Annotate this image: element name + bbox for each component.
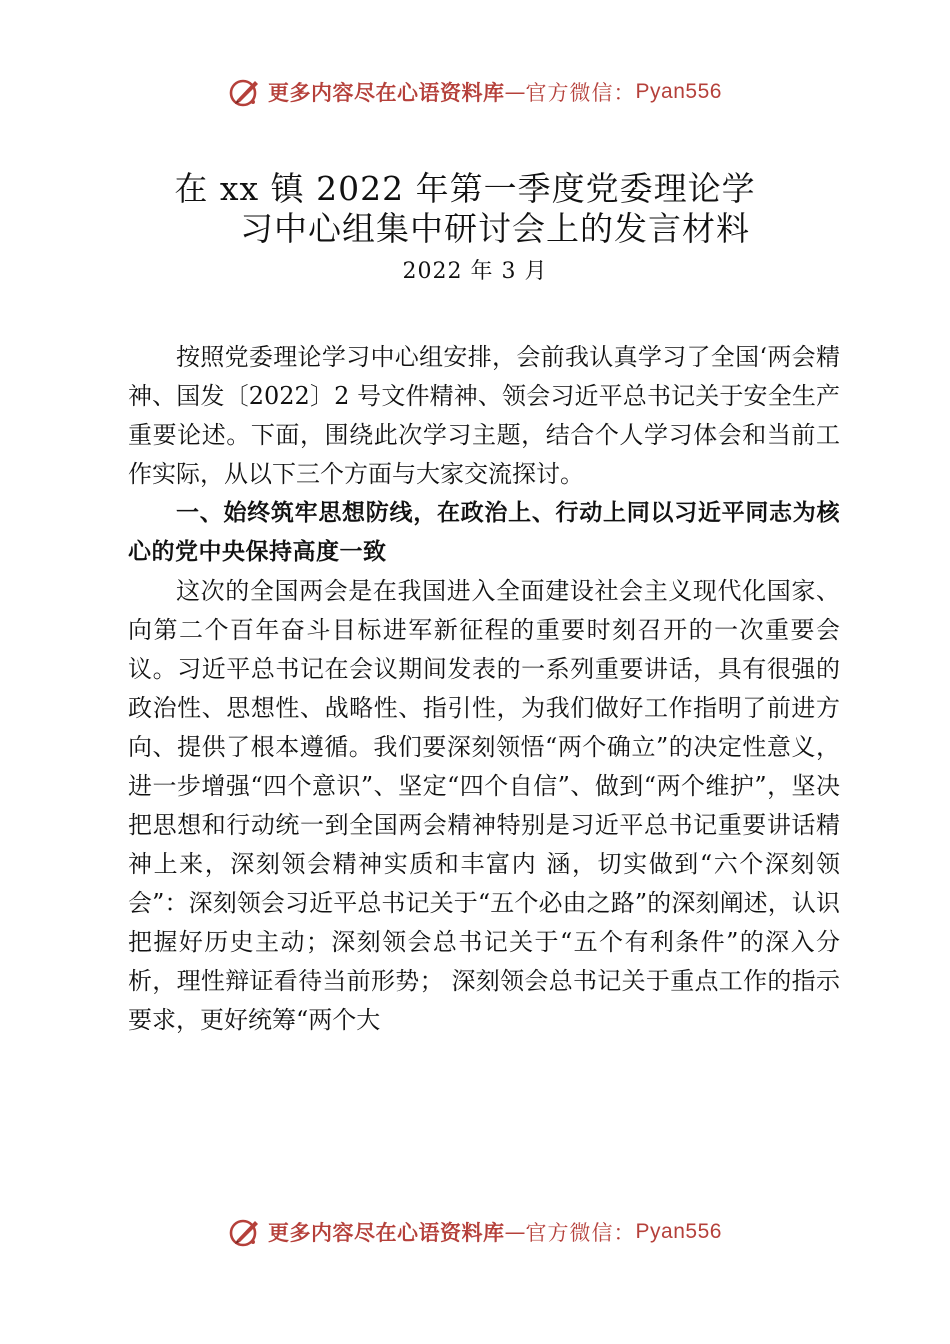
intro-paragraph: 按照党委理论学习中心组安排，会前我认真学习了全国‘两会精神、国发〔2022〕2 号文件精神、领会习近平总书记关于安全生产重要论述。下面，围绕此次学习主题，结合个人学习体会和当前工作实际，从以下三个方面与大家交流探讨。	[128, 343, 840, 488]
watermark-separator: —	[504, 80, 526, 104]
watermark-brand: 更多内容尽在心语资料库	[268, 81, 505, 105]
quill-pen-circle-icon	[228, 75, 262, 109]
watermark-wechat-id: Pyan556	[635, 1220, 722, 1243]
body-paragraph: 这次的全国两会是在我国进入全面建设社会主义现代化国家、向第二个百年奋斗目标进军新征程的重要时刻召开的一次重要会议。习近平总书记在会议期间发表的一系列重要讲话，具有很强的政治性、思想性、战略性、指引性，为我们做好工作指明了前进方向、提供了根本遵循。我们要深刻领悟“两个确立”的决定性意义，进一步增强“四个意识”、坚定“四个自信”、做到“两个维护”，坚决把思想和行动统一到全国两会精神特别是习近平总书记重要讲话精神上来，深刻领会精神实质和丰富内 涵，切实做到“六个深刻领会”：深刻领会习近平总书记关于“五个必由之路”的深刻阐述，认识把握好历史主动；深刻领会总书记关于“五个有利条件”的深入分析，理性辩证看待当前形势； 深刻领会总书记关于重点工作的指示要求，更好统筹“两个大	[128, 577, 840, 1034]
quill-pen-circle-icon	[228, 1215, 262, 1249]
watermark-banner-top	[0, 72, 950, 112]
document-date: 2022 年 3 月	[402, 259, 548, 284]
watermark-separator: —	[504, 1220, 526, 1244]
watermark-brand: 更多内容尽在心语资料库	[268, 1221, 505, 1245]
watermark-contact-label: 官方微信：	[525, 81, 636, 105]
watermark-wechat-id: Pyan556	[635, 80, 722, 103]
section-heading-1: 一、始终筑牢思想防线，在政治上、行动上同以习近平同志为核心的党中央保持高度一致	[128, 500, 840, 565]
document-title-line1: 在 xx 镇 2022 年第一季度党委理论学	[174, 169, 756, 208]
document-body	[128, 338, 840, 1040]
document-title-line2: 习中心组集中研讨会上的发言材料	[240, 209, 750, 248]
watermark-banner-bottom	[0, 1212, 950, 1252]
watermark-contact-label: 官方微信：	[525, 1221, 636, 1245]
